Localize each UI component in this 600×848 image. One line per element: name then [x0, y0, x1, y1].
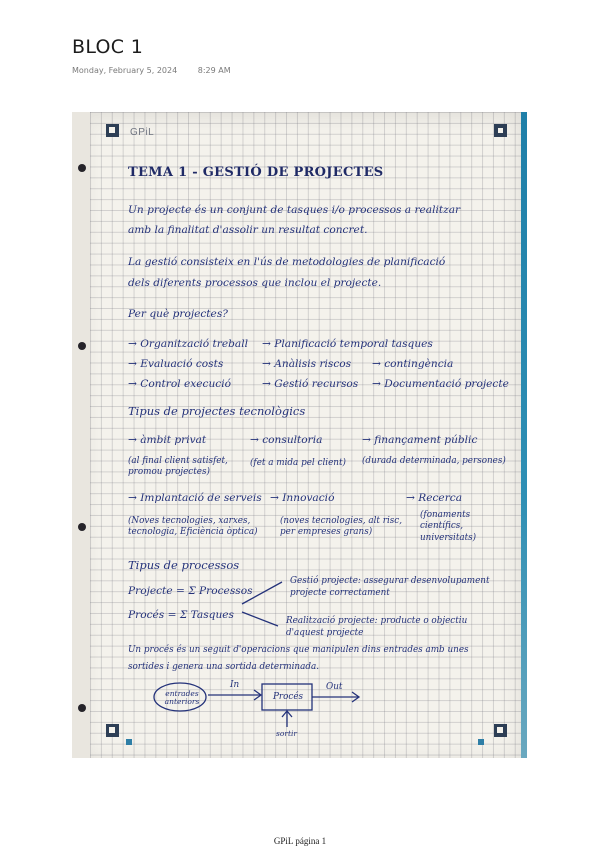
why-item: → Documentació projecte	[372, 378, 509, 390]
branch-text: Realització projecte: producte o objectiu d'aquest projecte	[286, 616, 468, 638]
equation: Projecte = Σ Processos	[128, 585, 253, 597]
type-item: → finançament públic	[362, 434, 478, 446]
binder-hole	[78, 342, 86, 350]
text-line: Per què projectes?	[128, 308, 228, 320]
branch-text: Gestió projecte: assegurar desenvolupament projecte correctament	[290, 576, 490, 598]
why-item: → Control execució	[128, 378, 231, 390]
note-date: Monday, February 5, 2024	[72, 66, 178, 75]
why-item: → contingència	[372, 358, 454, 370]
process-diagram	[90, 112, 527, 758]
text-line: La gestió consisteix en l'ús de metodologies de planificació	[128, 256, 446, 268]
note-meta	[72, 66, 231, 75]
binder-hole	[78, 704, 86, 712]
type-note: (durada determinada, persones)	[362, 456, 506, 466]
type-item: → Implantació de serveis	[128, 492, 262, 504]
types-heading: Tipus de projectes tecnològics	[128, 404, 306, 418]
heading: TEMA 1 - GESTIÓ DE PROJECTES	[128, 165, 384, 180]
branch-line-up	[242, 582, 282, 604]
type-item: → Recerca	[406, 492, 463, 504]
note-title: BLOC 1	[72, 36, 144, 58]
note-time: 8:29 AM	[197, 66, 231, 75]
brand-label: GPiL	[130, 127, 155, 138]
definition-line: Un procés és un seguit d'operacions que manipulen dins entrades amb unes	[128, 645, 469, 655]
notebook-photo	[72, 112, 527, 758]
definition-line: sortides i genera una sortida determinada.	[128, 662, 320, 672]
text-line: dels diferents processos que inclou el projecte.	[128, 277, 382, 289]
diagram-in-label: In	[230, 680, 240, 690]
type-note: (noves tecnologies, alt risc, per empreses grans)	[280, 516, 403, 538]
why-item: → Planificació temporal tasques	[262, 338, 433, 350]
why-item: → Gestió recursos	[262, 378, 359, 390]
binder-hole	[78, 164, 86, 172]
why-item: → Evaluació costs	[128, 358, 224, 370]
equation: Procés = Σ Tasques	[128, 609, 234, 621]
text-line: Un projecte és un conjunt de tasques i/o processos a realitzar	[128, 204, 461, 216]
type-item: → consultoria	[250, 434, 323, 446]
diagram-box-label: Procés	[273, 692, 304, 702]
page-footer: GPiL página 1	[273, 836, 327, 846]
notebook-page	[90, 112, 527, 758]
branch-line-down	[242, 612, 278, 626]
type-note: (al final client satisfet, promou projectes)	[128, 456, 228, 477]
diagram-below-label: sortir	[276, 729, 297, 738]
notebook-cover-edge	[521, 112, 527, 758]
diagram-input-label: entrades anteriors	[164, 689, 200, 706]
type-item: → àmbit privat	[128, 434, 207, 446]
text-line: amb la finalitat d'assolir un resultat concret.	[128, 224, 368, 236]
type-item: → Innovació	[270, 492, 335, 504]
process-heading: Tipus de processos	[128, 558, 240, 572]
type-note: (fet a mida pel client)	[250, 458, 346, 468]
type-note: (fonaments científics, universitats)	[420, 510, 477, 543]
diagram-out-label: Out	[326, 682, 343, 692]
type-note: (Noves tecnologies, xarxes, tecnologia, Eficiència òptica)	[128, 516, 258, 538]
binder-hole	[78, 523, 86, 531]
why-item: → Organització treball	[128, 338, 248, 350]
why-item: → Anàlisis riscos	[262, 358, 352, 370]
